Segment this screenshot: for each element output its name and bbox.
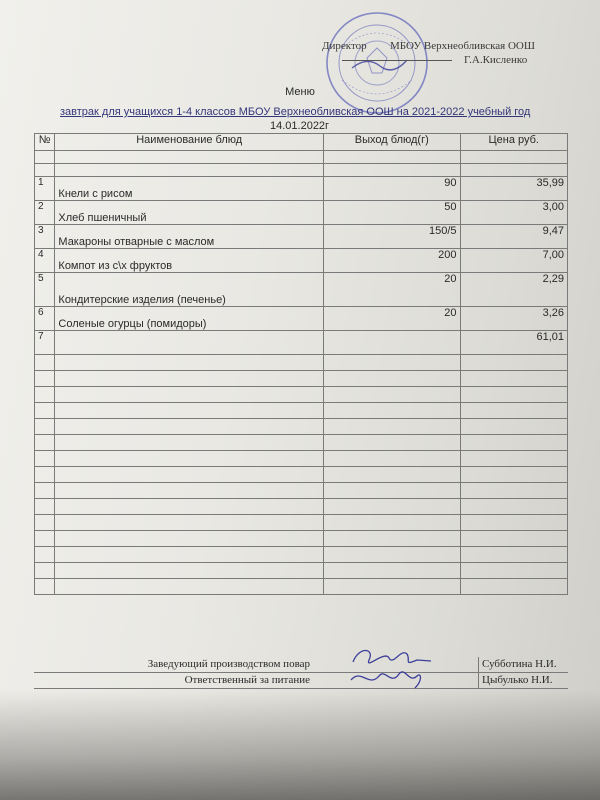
dish-name: Кнели с рисом — [55, 177, 324, 201]
approval-block — [322, 40, 592, 76]
cook-row — [34, 657, 568, 673]
dish-yield: 200 — [324, 249, 460, 273]
dish-price: 7,00 — [460, 249, 567, 273]
table-row — [35, 177, 568, 201]
dish-name: Макароны отварные с маслом — [55, 225, 324, 249]
table-row — [35, 451, 568, 467]
table-header-row — [35, 134, 568, 151]
cook-title: Заведующий производством повар — [147, 658, 310, 670]
dish-price: 3,26 — [460, 307, 567, 331]
table-row — [35, 499, 568, 515]
table-row — [35, 579, 568, 595]
menu-date: 14.01.2022г — [270, 120, 330, 132]
dish-name: Соленые огурцы (помидоры) — [55, 307, 324, 331]
signature-line — [342, 60, 452, 61]
table-row — [35, 387, 568, 403]
dish-yield: 150/5 — [324, 225, 460, 249]
table-row — [35, 563, 568, 579]
responsible-name: Цыбулько Н.И. — [482, 674, 553, 686]
table-row — [35, 225, 568, 249]
divider — [478, 657, 479, 672]
header-price: Цена руб. — [460, 134, 567, 151]
dish-name: Компот из с\х фруктов — [55, 249, 324, 273]
header-num: № — [35, 134, 55, 151]
dish-yield: 90 — [324, 177, 460, 201]
table-row — [35, 201, 568, 225]
dish-price: 2,29 — [460, 273, 567, 307]
row-num: 4 — [35, 249, 55, 273]
dish-yield: 50 — [324, 201, 460, 225]
table-row — [35, 371, 568, 387]
menu-subtitle: завтрак для учащихся 1-4 классов МБОУ Верхнеобливская ООШ на 2021-2022 учебный год — [60, 106, 531, 118]
divider — [478, 673, 479, 688]
row-num: 2 — [35, 201, 55, 225]
row-num: 3 — [35, 225, 55, 249]
header-name: Наименование блюд — [55, 134, 324, 151]
table-row — [35, 151, 568, 164]
table-row — [35, 515, 568, 531]
menu-table — [34, 133, 568, 595]
responsible-title: Ответственный за питание — [184, 674, 310, 686]
table-row — [35, 273, 568, 307]
photo-shadow — [0, 690, 600, 800]
row-num: 6 — [35, 307, 55, 331]
dish-name — [55, 331, 324, 355]
dish-price: 3,00 — [460, 201, 567, 225]
row-num: 5 — [35, 273, 55, 307]
dish-name: Хлеб пшеничный — [55, 201, 324, 225]
table-row — [35, 467, 568, 483]
table-row — [35, 547, 568, 563]
cook-name: Субботина Н.И. — [482, 658, 557, 670]
table-row — [35, 419, 568, 435]
dish-yield: 20 — [324, 307, 460, 331]
table-row — [35, 531, 568, 547]
table-row — [35, 164, 568, 177]
table-row — [35, 307, 568, 331]
responsible-row — [34, 673, 568, 689]
dish-name: Кондитерские изделия (печенье) — [55, 273, 324, 307]
director-name: Г.А.Кисленко — [464, 54, 528, 66]
dish-price: 9,47 — [460, 225, 567, 249]
dish-yield: 20 — [324, 273, 460, 307]
header-yield: Выход блюд(г) — [324, 134, 460, 151]
handwritten-signature-icon — [345, 640, 435, 700]
row-num: 7 — [35, 331, 55, 355]
table-row — [35, 435, 568, 451]
table-row — [35, 403, 568, 419]
dish-yield — [324, 331, 460, 355]
row-num: 1 — [35, 177, 55, 201]
table-row — [35, 249, 568, 273]
total-price: 61,01 — [460, 331, 567, 355]
page-title: Меню — [285, 86, 315, 98]
signatures-block — [34, 657, 568, 689]
table-row — [35, 355, 568, 371]
table-row — [35, 483, 568, 499]
dish-price: 35,99 — [460, 177, 567, 201]
school-name: МБОУ Верхнеобливская ООШ — [390, 40, 535, 52]
total-row — [35, 331, 568, 355]
director-role: Директор — [322, 40, 367, 52]
